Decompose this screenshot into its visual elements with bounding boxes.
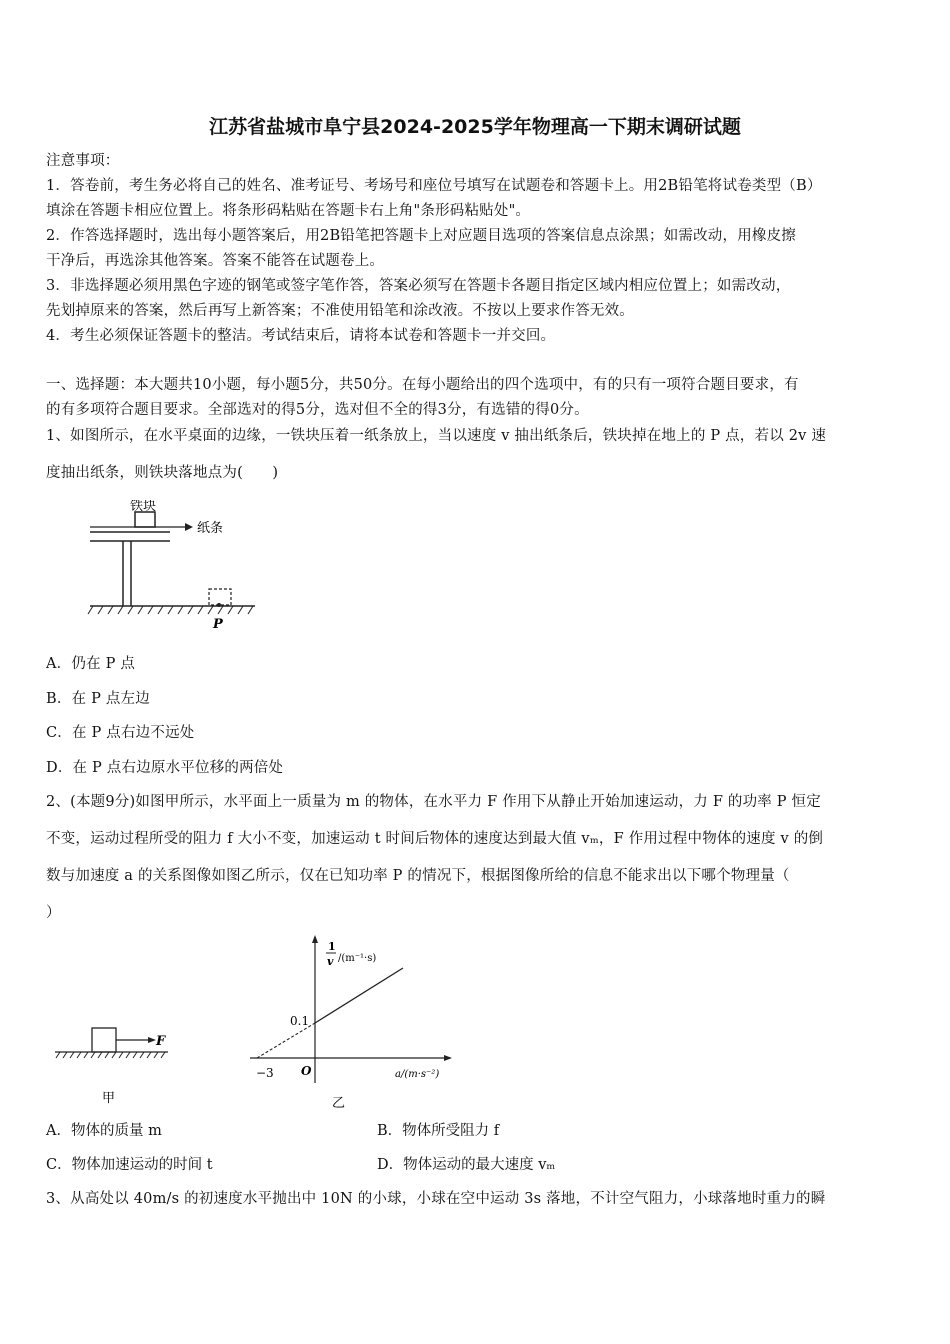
block-label: 铁块 — [130, 500, 157, 514]
point-label: P — [213, 617, 223, 632]
option-d[interactable]: D．物体运动的最大速度 vₘ — [377, 1157, 556, 1173]
question-1-figure — [85, 500, 265, 635]
y-label-numerator: 1 — [328, 940, 336, 953]
option-a[interactable]: A．物体的质量 m — [46, 1123, 162, 1139]
notice-line: 3．非选择题必须用黑色字迹的钢笔或签字笔作答，答案必须写在答题卡各题目指定区域内相应位置上；如需改动， — [46, 278, 791, 294]
notice-heading: 注意事项： — [46, 153, 120, 169]
option-c[interactable]: C．在 P 点右边不远处 — [46, 725, 195, 741]
section-instructions: 的有多项符合题目要求。全部选对的得5分，选对但不全的得3分，有选错的得0分。 — [46, 402, 589, 418]
notice-line: 先划掉原来的答案，然后再写上新答案；不准使用铅笔和涂改液。不按以上要求作答无效。 — [46, 303, 634, 319]
option-b[interactable]: B．在 P 点左边 — [46, 691, 150, 707]
option-d[interactable]: D．在 P 点右边原水平位移的两倍处 — [46, 760, 284, 776]
x-intercept-label: −3 — [256, 1066, 274, 1080]
option-a[interactable]: A．仍在 P 点 — [46, 656, 136, 672]
page-title: 江苏省盐城市阜宁县2024-2025学年物理高一下期末调研试题 — [209, 116, 741, 138]
y-axis-unit: /(m⁻¹·s) — [338, 953, 377, 964]
notice-line: 4．考生必须保证答题卡的整洁。考试结束后，请将本试卷和答题卡一并交回。 — [46, 328, 556, 344]
question-1-stem: 度抽出纸条，则铁块落地点为( ) — [46, 465, 279, 481]
notice-line: 干净后，再选涂其他答案。答案不能答在试题卷上。 — [46, 253, 385, 269]
figure-caption: 甲 — [102, 1091, 116, 1106]
force-label: F — [156, 1034, 166, 1049]
option-b[interactable]: B．物体所受阻力 f — [377, 1123, 500, 1139]
notice-line: 2．作答选择题时，选出每小题答案后，用2B铅笔把答题卡上对应题目选项的答案信息点涂黑；如需改动，用橡皮擦 — [46, 228, 797, 244]
question-2-stem: ） — [46, 905, 61, 921]
y-label-denominator: v — [327, 955, 334, 968]
figure-yi — [250, 935, 460, 1115]
question-2-stem: 数与加速度 a 的关系图像如图乙所示，仅在已知功率 P 的情况下，根据图像所给的信息不能求出以下哪个物理量（ — [46, 868, 790, 884]
option-c[interactable]: C．物体加速运动的时间 t — [46, 1157, 213, 1173]
x-axis-label: a/(m·s⁻²) — [395, 1069, 440, 1080]
section-instructions: 一、选择题：本大题共10小题，每小题5分，共50分。在每小题给出的四个选项中，有的只有一项符合题目要求，有 — [46, 377, 799, 393]
figure-jia — [50, 1020, 180, 1110]
paper-label: 纸条 — [197, 521, 224, 536]
question-2-stem: 2、(本题9分)如图甲所示，水平面上一质量为 m 的物体，在水平力 F 作用下从静止开始加速运动，力 F 的功率 P 恒定 — [46, 794, 821, 810]
question-3-stem: 3、从高处以 40m/s 的初速度水平抛出中 10N 的小球，小球在空中运动 3s 落地，不计空气阻力，小球落地时重力的瞬 — [46, 1191, 826, 1207]
figure-caption: 乙 — [332, 1096, 346, 1111]
question-2-stem: 不变，运动过程所受的阻力 f 大小不变，加速运动 t 时间后物体的速度达到最大值 vₘ，F 作用过程中物体的速度 v 的倒 — [46, 831, 824, 847]
notice-line: 填涂在答题卡相应位置上。将条形码粘贴在答题卡右上角"条形码粘贴处"。 — [46, 203, 531, 219]
y-intercept-label: 0.1 — [290, 1014, 310, 1028]
origin-label: O — [301, 1064, 312, 1078]
question-1-stem: 1、如图所示，在水平桌面的边缘，一铁块压着一纸条放上，当以速度 v 抽出纸条后，铁块掉在地上的 P 点，若以 2v 速 — [46, 428, 827, 444]
notice-line: 1．答卷前，考生务必将自己的姓名、准考证号、考场号和座位号填写在试题卷和答题卡上。用2B铅笔将试卷类型（B） — [46, 178, 822, 194]
